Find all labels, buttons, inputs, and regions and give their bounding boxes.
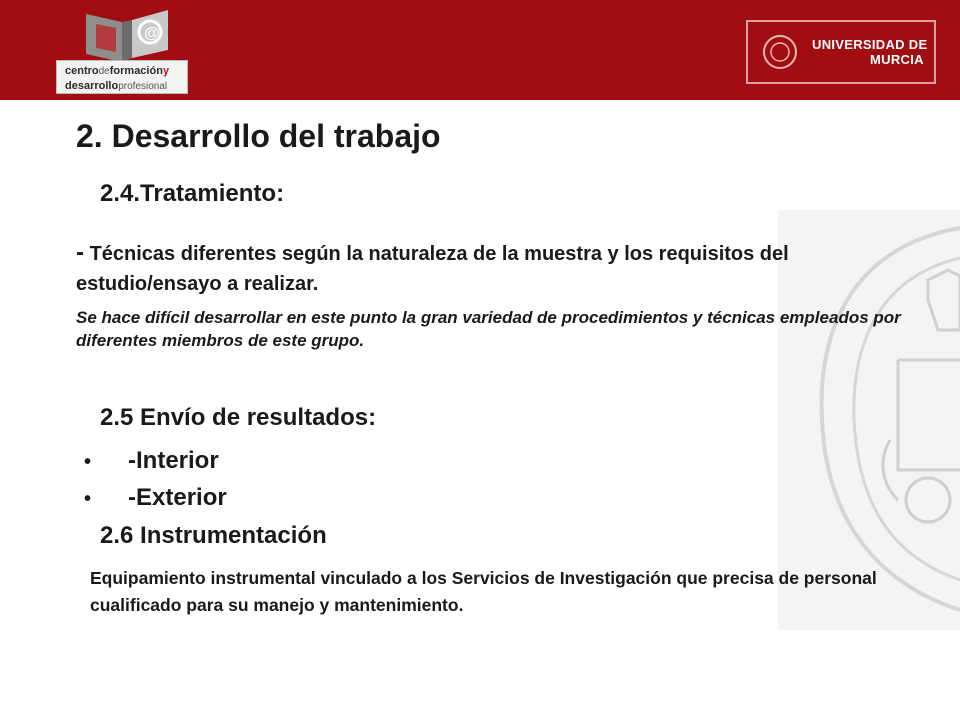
bullet-icon: • [84, 451, 92, 473]
tratamiento-note: Se hace difícil desarrollar en este punto la gran variedad de procedimientos y técnicas empleados por diferentes miembros de este grupo. [76, 308, 901, 350]
list-item-label: -Interior [128, 447, 219, 474]
university-logo [746, 20, 936, 84]
university-emblem-icon [760, 32, 800, 72]
tratamiento-text [76, 238, 866, 299]
list-item [84, 447, 219, 475]
section-heading-instrumentacion: 2.6 Instrumentación [100, 522, 327, 549]
section-heading-tratamiento: 2.4.Tratamiento: [100, 180, 285, 207]
tratamiento-body: Técnicas diferentes según la naturaleza de la muestra y los requisitos del estudio/ensayo a realizar. [76, 243, 789, 295]
book-at-icon [82, 8, 172, 62]
list-item-label: -Exterior [128, 484, 227, 511]
cfdp-logo [56, 8, 188, 90]
instrumentacion-text: Equipamiento instrumental vinculado a los Servicios de Investigación que precisa de personal cualificado para su manejo y mantenimiento. [90, 568, 877, 615]
list-item [84, 484, 227, 512]
university-name-line2: MURCIA [870, 52, 924, 67]
logo-text: centrodeformacióny desarrolloprofesional [56, 60, 188, 94]
svg-text:@: @ [144, 25, 160, 42]
bullet-icon: • [84, 488, 92, 510]
university-name-line1: UNIVERSIDAD DE [812, 37, 928, 52]
dash-marker: - [76, 239, 84, 266]
section-heading-envio: 2.5 Envío de resultados: [100, 404, 377, 431]
page-title: 2. Desarrollo del trabajo [76, 118, 441, 154]
header-bar [0, 0, 960, 100]
